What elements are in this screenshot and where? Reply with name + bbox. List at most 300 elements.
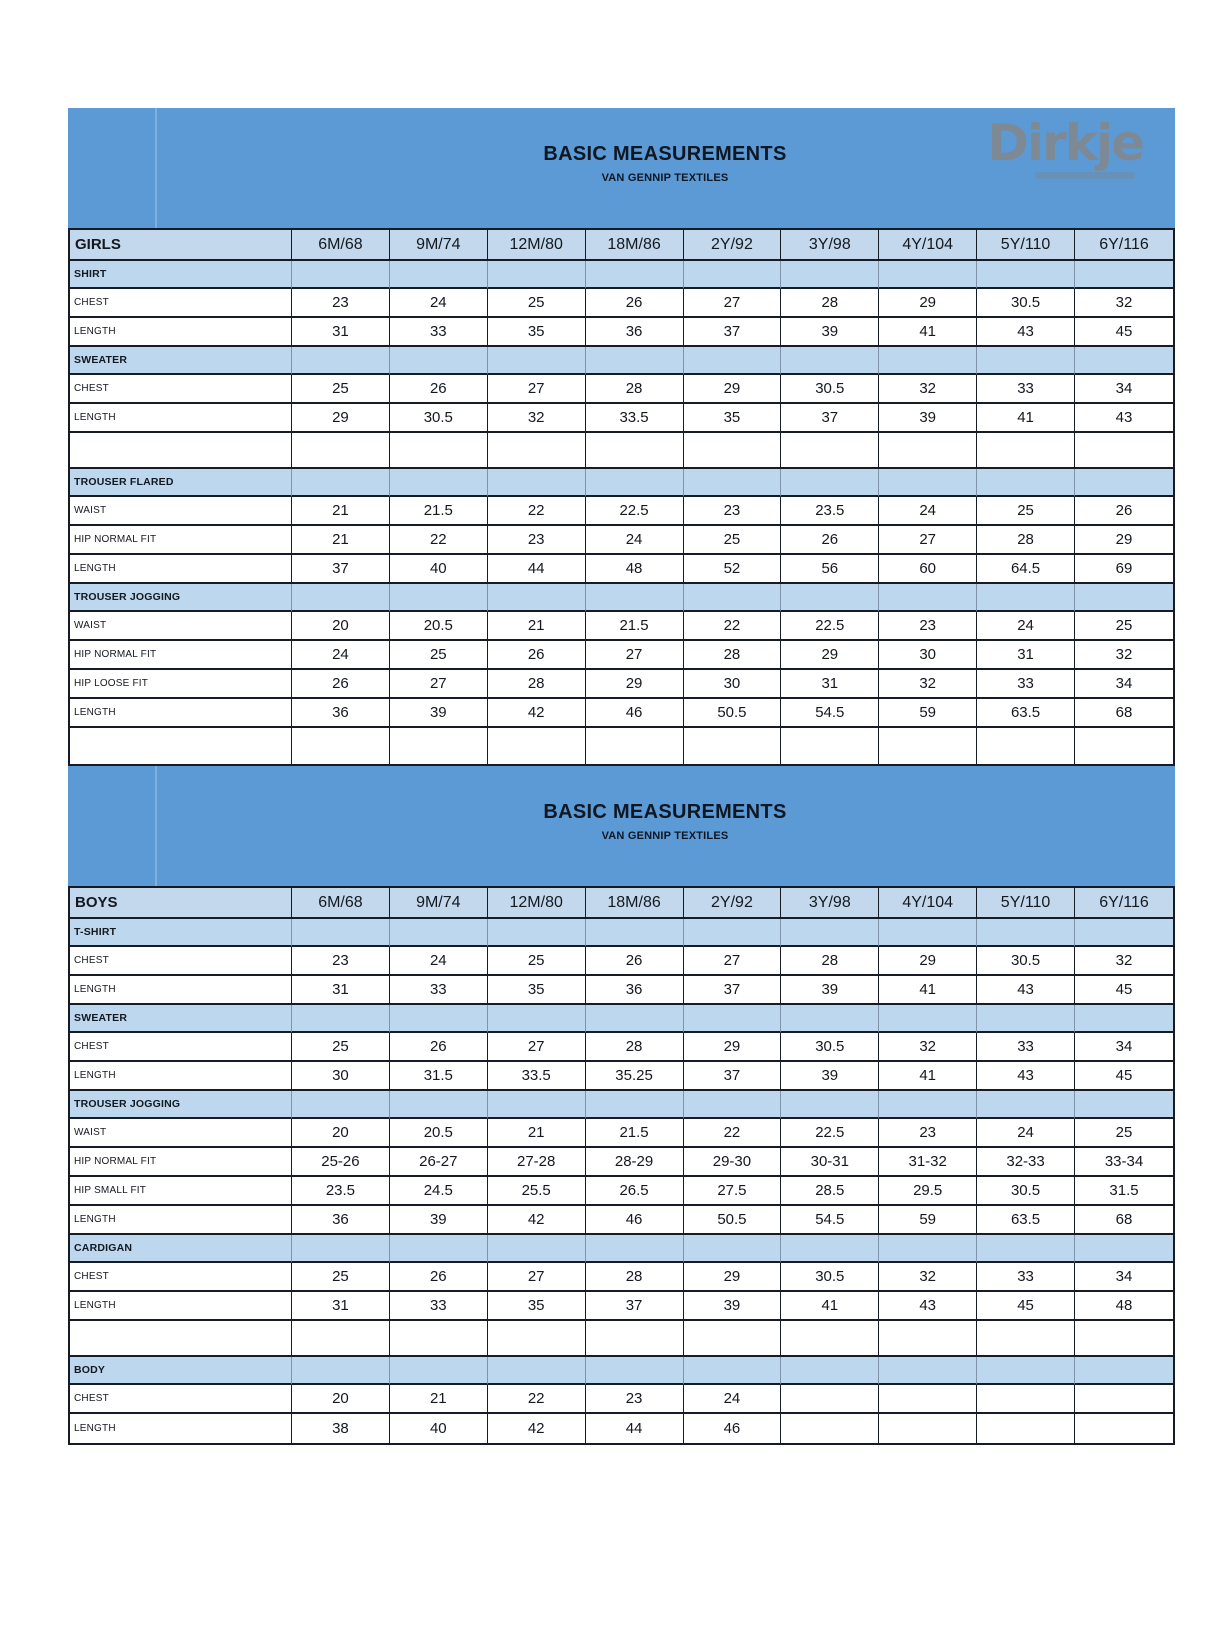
empty-cell xyxy=(781,1357,879,1385)
measurement-row xyxy=(70,555,1173,584)
value-cell: 43 xyxy=(977,976,1075,1005)
empty-cell xyxy=(879,1235,977,1263)
value-cell: 20 xyxy=(292,1385,390,1414)
measurement-row xyxy=(70,404,1173,433)
empty-cell xyxy=(781,1091,879,1119)
value-cell: 40 xyxy=(390,1414,488,1443)
value-cell: 46 xyxy=(586,699,684,728)
size-column-header: 3Y/98 xyxy=(781,888,879,919)
value-cell: 21.5 xyxy=(586,1119,684,1148)
empty-cell xyxy=(292,347,390,375)
value-cell: 27.5 xyxy=(684,1177,782,1206)
value-cell: 64.5 xyxy=(977,555,1075,584)
measurement-row xyxy=(70,1062,1173,1091)
size-column-header: 12M/80 xyxy=(488,230,586,261)
value-cell: 30.5 xyxy=(977,947,1075,976)
measurement-row xyxy=(70,1119,1173,1148)
value-cell: 34 xyxy=(1075,375,1173,404)
measurement-row xyxy=(70,612,1173,641)
value-cell: 30 xyxy=(292,1062,390,1091)
value-cell: 22.5 xyxy=(586,497,684,526)
value-cell: 37 xyxy=(684,1062,782,1091)
empty-cell xyxy=(1075,261,1173,289)
empty-cell xyxy=(1075,919,1173,947)
value-cell: 32 xyxy=(879,1263,977,1292)
empty-cell xyxy=(1075,728,1173,764)
value-cell: 39 xyxy=(781,1062,879,1091)
value-cell: 23 xyxy=(292,289,390,318)
value-cell: 41 xyxy=(879,976,977,1005)
measurement-row xyxy=(70,1414,1173,1443)
measurement-row xyxy=(70,1385,1173,1414)
empty-cell xyxy=(977,584,1075,612)
value-cell: 50.5 xyxy=(684,699,782,728)
empty-cell xyxy=(684,728,782,764)
value-cell: 26 xyxy=(586,947,684,976)
value-cell: 28 xyxy=(977,526,1075,555)
value-cell: 26 xyxy=(586,289,684,318)
value-cell: 39 xyxy=(879,404,977,433)
spacer-row xyxy=(70,728,1173,764)
row-label: CHEST xyxy=(70,947,292,976)
dirkje-logo xyxy=(987,114,1143,179)
value-cell: 34 xyxy=(1075,1263,1173,1292)
value-cell: 28 xyxy=(488,670,586,699)
value-cell: 27 xyxy=(586,641,684,670)
measurement-row xyxy=(70,1263,1173,1292)
empty-cell xyxy=(977,1414,1075,1443)
value-cell: 23 xyxy=(684,497,782,526)
row-label: WAIST xyxy=(70,497,292,526)
measurement-row xyxy=(70,526,1173,555)
section-row xyxy=(70,1235,1173,1263)
empty-cell xyxy=(977,469,1075,497)
value-cell: 36 xyxy=(586,976,684,1005)
empty-cell xyxy=(781,469,879,497)
row-label: TROUSER FLARED xyxy=(70,469,292,497)
empty-cell xyxy=(390,1235,488,1263)
empty-cell xyxy=(488,1357,586,1385)
row-label: TROUSER JOGGING xyxy=(70,1091,292,1119)
empty-cell xyxy=(684,584,782,612)
header-band-girls xyxy=(68,108,1175,228)
measurement-row xyxy=(70,497,1173,526)
empty-cell xyxy=(488,433,586,469)
empty-cell xyxy=(390,1357,488,1385)
measurement-row xyxy=(70,699,1173,728)
empty-cell xyxy=(684,1235,782,1263)
empty-cell xyxy=(977,1321,1075,1357)
value-cell: 32 xyxy=(1075,289,1173,318)
section-row xyxy=(70,1091,1173,1119)
measurement-row xyxy=(70,289,1173,318)
row-label: LENGTH xyxy=(70,1414,292,1443)
empty-cell xyxy=(684,1005,782,1033)
value-cell: 41 xyxy=(977,404,1075,433)
empty-cell xyxy=(292,433,390,469)
value-cell: 20 xyxy=(292,1119,390,1148)
value-cell: 28-29 xyxy=(586,1148,684,1177)
column-header-row xyxy=(70,888,1173,919)
spacer-row xyxy=(70,433,1173,469)
value-cell: 29 xyxy=(684,1263,782,1292)
empty-cell xyxy=(781,919,879,947)
value-cell: 23 xyxy=(586,1385,684,1414)
empty-cell xyxy=(488,728,586,764)
value-cell: 46 xyxy=(684,1414,782,1443)
value-cell: 22.5 xyxy=(781,1119,879,1148)
section-row xyxy=(70,1005,1173,1033)
empty-cell xyxy=(586,261,684,289)
girls-size-table xyxy=(68,228,1175,766)
empty-cell xyxy=(488,919,586,947)
empty-cell xyxy=(879,1357,977,1385)
measurement-row xyxy=(70,947,1173,976)
empty-cell xyxy=(390,1321,488,1357)
document-title: BASIC MEASUREMENTS xyxy=(543,143,787,165)
size-column-header: 2Y/92 xyxy=(684,230,782,261)
value-cell: 39 xyxy=(684,1292,782,1321)
value-cell: 25 xyxy=(977,497,1075,526)
size-column-header: 4Y/104 xyxy=(879,888,977,919)
value-cell: 22 xyxy=(684,612,782,641)
empty-cell xyxy=(1075,1005,1173,1033)
value-cell: 28 xyxy=(781,289,879,318)
value-cell: 22 xyxy=(488,497,586,526)
empty-cell xyxy=(292,584,390,612)
empty-cell xyxy=(977,728,1075,764)
value-cell: 30-31 xyxy=(781,1148,879,1177)
value-cell: 31.5 xyxy=(390,1062,488,1091)
value-cell: 27 xyxy=(390,670,488,699)
value-cell: 32 xyxy=(879,375,977,404)
row-label: HIP SMALL FIT xyxy=(70,1177,292,1206)
row-label: LENGTH xyxy=(70,555,292,584)
value-cell: 39 xyxy=(781,318,879,347)
empty-cell xyxy=(684,433,782,469)
row-label: SHIRT xyxy=(70,261,292,289)
value-cell: 23.5 xyxy=(292,1177,390,1206)
value-cell: 27 xyxy=(684,289,782,318)
row-label: CHEST xyxy=(70,1385,292,1414)
row-label: HIP NORMAL FIT xyxy=(70,1148,292,1177)
empty-cell xyxy=(879,1414,977,1443)
value-cell: 25 xyxy=(684,526,782,555)
value-cell: 23 xyxy=(879,612,977,641)
size-column-header: 6M/68 xyxy=(292,230,390,261)
empty-cell xyxy=(292,261,390,289)
empty-cell xyxy=(684,261,782,289)
size-column-header: 5Y/110 xyxy=(977,230,1075,261)
value-cell: 30.5 xyxy=(781,375,879,404)
empty-cell xyxy=(390,433,488,469)
value-cell: 25 xyxy=(488,947,586,976)
boys-group-header: BOYS xyxy=(70,888,292,919)
size-column-header: 9M/74 xyxy=(390,230,488,261)
row-label: T-SHIRT xyxy=(70,919,292,947)
empty-cell xyxy=(488,1321,586,1357)
row-label: LENGTH xyxy=(70,1062,292,1091)
value-cell: 26 xyxy=(1075,497,1173,526)
size-column-header: 12M/80 xyxy=(488,888,586,919)
value-cell: 39 xyxy=(390,1206,488,1235)
empty-cell xyxy=(292,919,390,947)
value-cell: 59 xyxy=(879,699,977,728)
value-cell: 33 xyxy=(390,1292,488,1321)
empty-cell xyxy=(977,919,1075,947)
value-cell: 68 xyxy=(1075,1206,1173,1235)
value-cell: 32 xyxy=(879,1033,977,1062)
empty-cell xyxy=(292,1357,390,1385)
empty-cell xyxy=(781,1005,879,1033)
value-cell: 26 xyxy=(390,375,488,404)
size-column-header: 5Y/110 xyxy=(977,888,1075,919)
value-cell: 26 xyxy=(292,670,390,699)
value-cell: 23 xyxy=(488,526,586,555)
value-cell: 33-34 xyxy=(1075,1148,1173,1177)
size-column-header: 9M/74 xyxy=(390,888,488,919)
empty-cell xyxy=(879,1091,977,1119)
value-cell: 29-30 xyxy=(684,1148,782,1177)
value-cell: 36 xyxy=(586,318,684,347)
value-cell: 25 xyxy=(1075,612,1173,641)
empty-cell xyxy=(390,1005,488,1033)
value-cell: 23 xyxy=(292,947,390,976)
row-label: LENGTH xyxy=(70,404,292,433)
value-cell: 31.5 xyxy=(1075,1177,1173,1206)
document-subtitle: VAN GENNIP TEXTILES xyxy=(601,830,729,842)
row-label: LENGTH xyxy=(70,699,292,728)
empty-cell xyxy=(879,433,977,469)
size-column-header: 2Y/92 xyxy=(684,888,782,919)
value-cell: 29 xyxy=(781,641,879,670)
measurement-row xyxy=(70,1148,1173,1177)
value-cell: 26-27 xyxy=(390,1148,488,1177)
empty-label-cell xyxy=(70,433,292,469)
value-cell: 28 xyxy=(586,375,684,404)
value-cell: 21 xyxy=(488,612,586,641)
empty-cell xyxy=(586,1091,684,1119)
measurement-row xyxy=(70,976,1173,1005)
empty-cell xyxy=(781,1235,879,1263)
value-cell: 32-33 xyxy=(977,1148,1075,1177)
empty-cell xyxy=(781,261,879,289)
size-column-header: 6Y/116 xyxy=(1075,888,1173,919)
value-cell: 48 xyxy=(586,555,684,584)
value-cell: 31 xyxy=(781,670,879,699)
empty-cell xyxy=(1075,1385,1173,1414)
empty-cell xyxy=(977,1235,1075,1263)
section-row xyxy=(70,347,1173,375)
empty-cell xyxy=(390,728,488,764)
value-cell: 43 xyxy=(977,318,1075,347)
empty-cell xyxy=(390,261,488,289)
value-cell: 33.5 xyxy=(488,1062,586,1091)
empty-cell xyxy=(390,469,488,497)
empty-cell xyxy=(684,1321,782,1357)
value-cell: 45 xyxy=(1075,1062,1173,1091)
value-cell: 26 xyxy=(781,526,879,555)
value-cell: 27-28 xyxy=(488,1148,586,1177)
value-cell: 30.5 xyxy=(977,1177,1075,1206)
empty-cell xyxy=(1075,1357,1173,1385)
empty-cell xyxy=(879,469,977,497)
value-cell: 37 xyxy=(781,404,879,433)
value-cell: 23.5 xyxy=(781,497,879,526)
value-cell: 40 xyxy=(390,555,488,584)
value-cell: 25.5 xyxy=(488,1177,586,1206)
section-row xyxy=(70,919,1173,947)
empty-label-cell xyxy=(70,1321,292,1357)
value-cell: 27 xyxy=(488,1033,586,1062)
empty-cell xyxy=(684,1091,782,1119)
section-row xyxy=(70,469,1173,497)
row-label: HIP NORMAL FIT xyxy=(70,526,292,555)
value-cell: 28 xyxy=(684,641,782,670)
value-cell: 29 xyxy=(879,947,977,976)
value-cell: 33 xyxy=(977,375,1075,404)
value-cell: 22 xyxy=(390,526,488,555)
empty-cell xyxy=(781,433,879,469)
value-cell: 23 xyxy=(879,1119,977,1148)
empty-cell xyxy=(879,1321,977,1357)
value-cell: 24 xyxy=(292,641,390,670)
value-cell: 41 xyxy=(879,1062,977,1091)
value-cell: 20.5 xyxy=(390,1119,488,1148)
value-cell: 37 xyxy=(586,1292,684,1321)
value-cell: 22.5 xyxy=(781,612,879,641)
value-cell: 33 xyxy=(977,670,1075,699)
value-cell: 32 xyxy=(1075,641,1173,670)
row-label: LENGTH xyxy=(70,976,292,1005)
row-label: LENGTH xyxy=(70,1206,292,1235)
value-cell: 35 xyxy=(488,318,586,347)
band-heading xyxy=(155,800,1175,842)
value-cell: 39 xyxy=(390,699,488,728)
value-cell: 25 xyxy=(1075,1119,1173,1148)
row-label: CHEST xyxy=(70,289,292,318)
empty-cell xyxy=(586,1235,684,1263)
value-cell: 31 xyxy=(292,976,390,1005)
value-cell: 42 xyxy=(488,699,586,728)
empty-cell xyxy=(1075,469,1173,497)
value-cell: 50.5 xyxy=(684,1206,782,1235)
empty-cell xyxy=(1075,1091,1173,1119)
value-cell: 54.5 xyxy=(781,699,879,728)
empty-cell xyxy=(879,919,977,947)
row-label: LENGTH xyxy=(70,318,292,347)
value-cell: 29 xyxy=(684,1033,782,1062)
value-cell: 25 xyxy=(292,1263,390,1292)
value-cell: 32 xyxy=(1075,947,1173,976)
row-label: SWEATER xyxy=(70,1005,292,1033)
value-cell: 22 xyxy=(684,1119,782,1148)
value-cell: 30 xyxy=(684,670,782,699)
value-cell: 39 xyxy=(781,976,879,1005)
row-label: LENGTH xyxy=(70,1292,292,1321)
empty-cell xyxy=(684,919,782,947)
value-cell: 36 xyxy=(292,1206,390,1235)
value-cell: 25 xyxy=(292,375,390,404)
empty-cell xyxy=(1075,1414,1173,1443)
value-cell: 31 xyxy=(292,1292,390,1321)
empty-cell xyxy=(292,1321,390,1357)
empty-cell xyxy=(390,919,488,947)
value-cell: 42 xyxy=(488,1206,586,1235)
value-cell: 24.5 xyxy=(390,1177,488,1206)
row-label: HIP NORMAL FIT xyxy=(70,641,292,670)
empty-cell xyxy=(390,584,488,612)
value-cell: 21 xyxy=(488,1119,586,1148)
empty-label-cell xyxy=(70,728,292,764)
row-label: WAIST xyxy=(70,612,292,641)
value-cell: 26.5 xyxy=(586,1177,684,1206)
value-cell: 36 xyxy=(292,699,390,728)
size-column-header: 4Y/104 xyxy=(879,230,977,261)
value-cell: 46 xyxy=(586,1206,684,1235)
empty-cell xyxy=(781,728,879,764)
dirkje-logo-text: Dirkje xyxy=(987,114,1143,172)
empty-cell xyxy=(586,1321,684,1357)
empty-cell xyxy=(781,584,879,612)
row-label: CHEST xyxy=(70,375,292,404)
value-cell: 45 xyxy=(1075,976,1173,1005)
value-cell: 20.5 xyxy=(390,612,488,641)
empty-cell xyxy=(1075,1235,1173,1263)
value-cell: 34 xyxy=(1075,670,1173,699)
measurement-row xyxy=(70,670,1173,699)
value-cell: 33.5 xyxy=(586,404,684,433)
value-cell: 30.5 xyxy=(781,1033,879,1062)
empty-cell xyxy=(879,347,977,375)
value-cell: 43 xyxy=(879,1292,977,1321)
value-cell: 43 xyxy=(1075,404,1173,433)
measurement-row xyxy=(70,1292,1173,1321)
value-cell: 28 xyxy=(781,947,879,976)
value-cell: 25-26 xyxy=(292,1148,390,1177)
value-cell: 24 xyxy=(390,947,488,976)
value-cell: 31-32 xyxy=(879,1148,977,1177)
value-cell: 28 xyxy=(586,1033,684,1062)
empty-cell xyxy=(684,347,782,375)
value-cell: 63.5 xyxy=(977,1206,1075,1235)
value-cell: 59 xyxy=(879,1206,977,1235)
empty-cell xyxy=(781,347,879,375)
empty-cell xyxy=(292,1091,390,1119)
empty-cell xyxy=(977,1005,1075,1033)
value-cell: 34 xyxy=(1075,1033,1173,1062)
value-cell: 20 xyxy=(292,612,390,641)
empty-cell xyxy=(488,1005,586,1033)
value-cell: 37 xyxy=(684,318,782,347)
value-cell: 54.5 xyxy=(781,1206,879,1235)
value-cell: 26 xyxy=(390,1263,488,1292)
size-column-header: 3Y/98 xyxy=(781,230,879,261)
value-cell: 25 xyxy=(488,289,586,318)
row-label: SWEATER xyxy=(70,347,292,375)
value-cell: 26 xyxy=(488,641,586,670)
value-cell: 27 xyxy=(879,526,977,555)
empty-cell xyxy=(1075,1321,1173,1357)
empty-cell xyxy=(292,1235,390,1263)
empty-cell xyxy=(684,469,782,497)
empty-cell xyxy=(488,584,586,612)
value-cell: 33 xyxy=(977,1033,1075,1062)
empty-cell xyxy=(586,919,684,947)
empty-cell xyxy=(781,1385,879,1414)
value-cell: 52 xyxy=(684,555,782,584)
value-cell: 24 xyxy=(390,289,488,318)
